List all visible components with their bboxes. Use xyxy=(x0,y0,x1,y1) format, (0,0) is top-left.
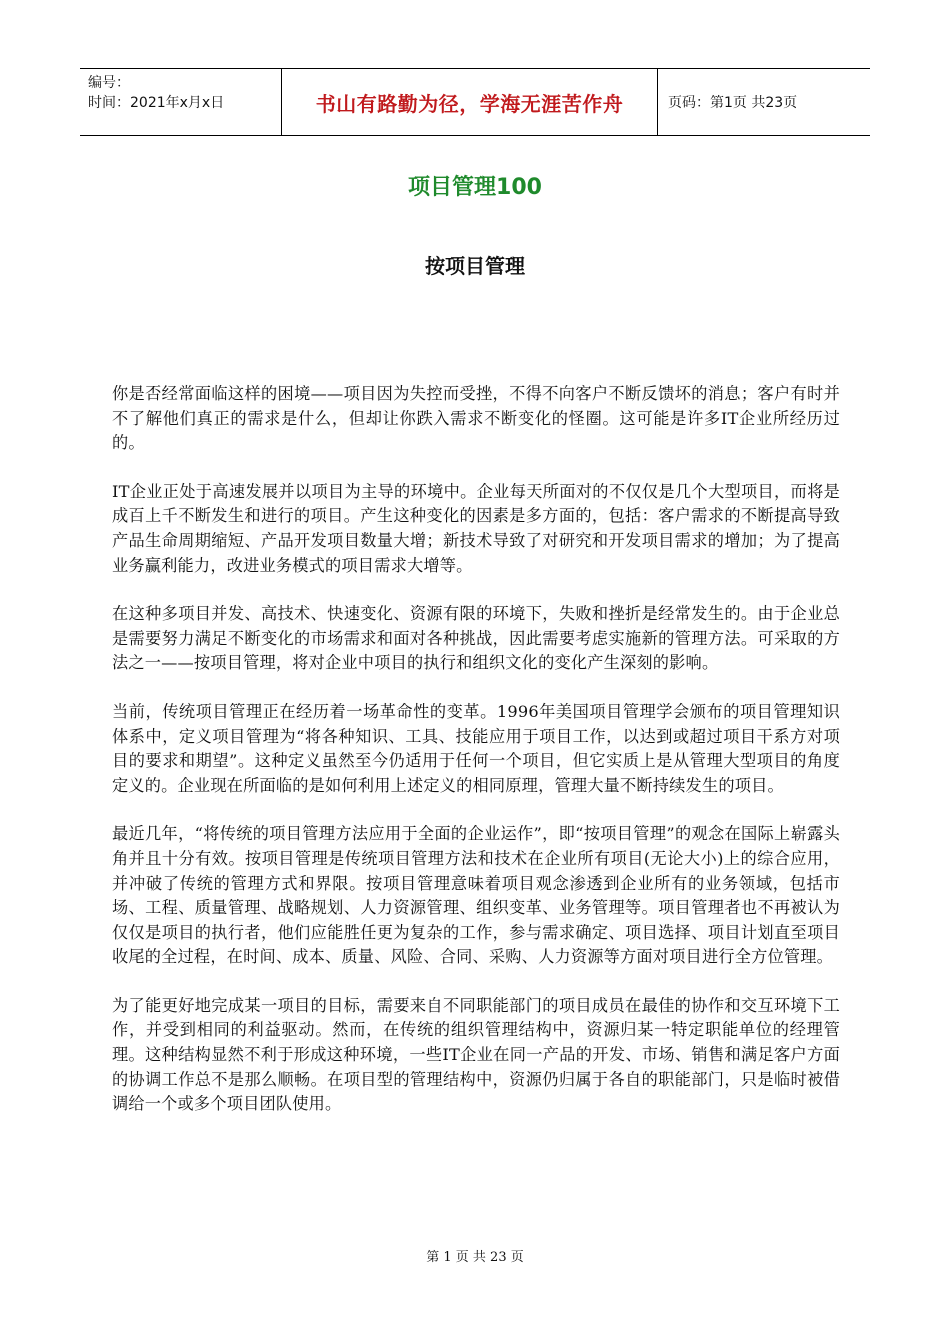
body-text xyxy=(112,382,840,1141)
paragraph: 为了能更好地完成某一项目的目标，需要来自不同职能部门的项目成员在最佳的协作和交互环境下工作，并受到相同的利益驱动。然而，在传统的组织管理结构中，资源归某一特定职能单位的经理管理。这种结构显然不利于形成这种环境，一些IT企业在同一产品的开发、市场、销售和满足客户方面的协调工作总不是那么顺畅。在项目型的管理结构中，资源仍归属于各自的职能部门，只是临时被借调给一个或多个项目团队使用。 xyxy=(112,995,840,1114)
motto: 书山有路勤为径，学海无涯苦作舟 xyxy=(282,69,658,135)
paragraph: 在这种多项目并发、高技术、快速变化、资源有限的环境下，失败和挫折是经常发生的。由于企业总是需要努力满足不断变化的市场需求和面对各种挑战，因此需要考虑实施新的管理方法。可采取的方法之一——按项目管理，将对企业中项目的执行和组织文化的变化产生深刻的影响。 xyxy=(112,604,840,673)
serial-label: 编号： xyxy=(88,75,130,91)
paragraph: 最近几年，“将传统的项目管理方法应用于全面的企业运作”，即“按项目管理”的观念在国际上崭露头角并且十分有效。按项目管理是传统项目管理方法和技术在企业所有项目(无论大小)上的综合应用，并冲破了传统的管理方式和界限。按项目管理意味着项目观念渗透到企业所有的业务领域，包括市场、工程、质量管理、战略规划、人力资源管理、组织变革、业务管理等。项目管理者也不再被认为仅仅是项目的执行者，他们应能胜任更为复杂的工作，参与需求确定、项目选择、项目计划直至项目收尾的全过程，在时间、成本、质量、风险、合同、采购、人力资源等方面对项目进行全方位管理。 xyxy=(112,824,840,967)
header-table xyxy=(80,68,870,136)
document-title: 项目管理100 xyxy=(408,175,542,200)
paragraph: 你是否经常面临这样的困境——项目因为失控而受挫，不得不向客户不断反馈坏的消息；客户有时并不了解他们真正的需求是什么，但却让你跌入需求不断变化的怪圈。这可能是许多IT企业所经历过的。 xyxy=(112,384,840,453)
paragraph: 当前，传统项目管理正在经历着一场革命性的变革。1996年美国项目管理学会颁布的项目管理知识体系中，定义项目管理为“将各种知识、工具、技能应用于项目工作，以达到或超过项目干系方对项目的要求和期望”。这种定义虽然至今仍适用于任何一个项目，但它实质上是从管理大型项目的角度定义的。企业现在所面临的是如何利用上述定义的相同原理，管理大量不断持续发生的项目。 xyxy=(112,701,840,795)
paragraph: IT企业正处于高速发展并以项目为主导的环境中。企业每天所面对的不仅仅是几个大型项目，而将是成百上千不断发生和进行的项目。产生这种变化的因素是多方面的，包括：客户需求的不断提高导致产品生命周期缩短、产品开发项目数量大增；新技术导致了对研究和开发项目需求的增加；为了提高业务赢利能力，改进业务模式的项目需求大增等。 xyxy=(112,481,840,575)
page-info: 页码：第1页 共23页 xyxy=(668,95,798,111)
page-footer: 第 1 页 共 23 页 xyxy=(426,1250,524,1265)
document-subtitle: 按项目管理 xyxy=(425,254,525,278)
date-line: 时间：2021年x月x日 xyxy=(88,95,225,111)
header-meta-cell xyxy=(80,69,282,135)
